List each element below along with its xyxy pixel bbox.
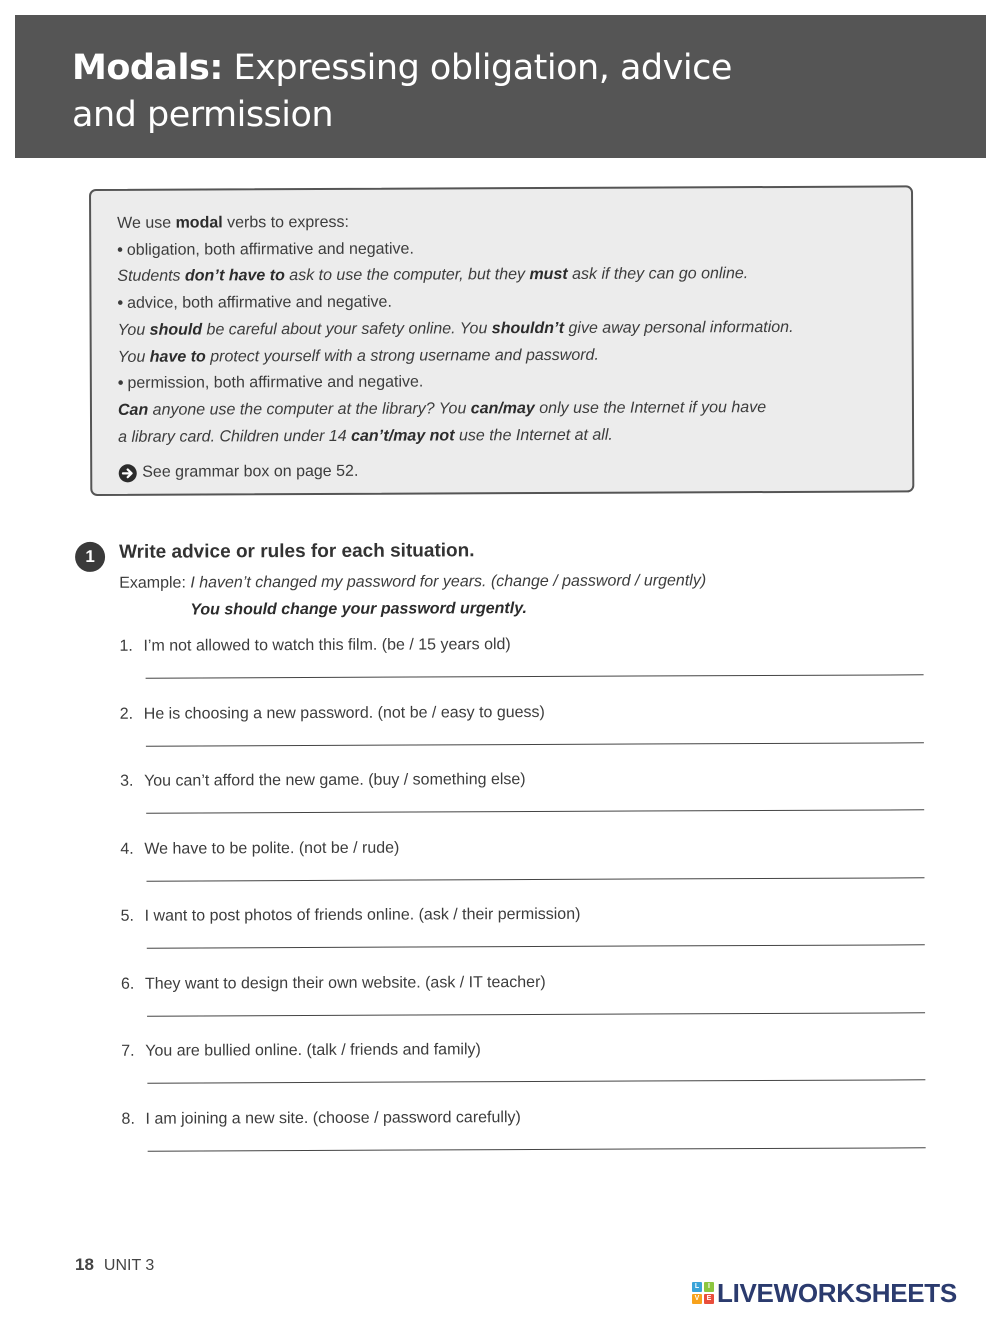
grammar-box (89, 185, 914, 496)
example-text: anyone use the computer at the library? You (148, 400, 471, 419)
item-text: They want to design their own website. (ask / IT teacher) (144, 973, 546, 993)
item-number: 5. (120, 907, 135, 925)
example-text: ask to use the computer, but they (284, 266, 530, 285)
liveworksheets-brand[interactable] (692, 1278, 957, 1308)
example-text: Students (117, 267, 186, 286)
item-text: You are bullied online. (talk / friends and family) (145, 1041, 481, 1060)
see-also-text: See grammar box on page 52. (142, 463, 359, 482)
exercise-item (121, 1037, 931, 1108)
item-prompt (121, 1105, 931, 1129)
bullet-icon: • (117, 294, 124, 312)
title-bold: Modals: (72, 48, 223, 88)
example-answer: You should change your password urgently. (190, 600, 527, 619)
intro-keyword: modal (175, 214, 223, 232)
logo-letter: L (692, 1282, 702, 1292)
example-text: be careful about your safety online. You (202, 320, 492, 339)
item-text: You can’t afford the new game. (buy / something else) (144, 771, 526, 790)
item-text: We have to be polite. (not be / rude) (144, 839, 400, 858)
item-number: 2. (119, 705, 134, 723)
example-modal: must (529, 266, 568, 284)
example-modal: have to (149, 348, 206, 366)
example-label: Example: (119, 574, 191, 592)
example-text: You (117, 321, 150, 339)
answer-line[interactable] (147, 944, 925, 948)
example-prompt: I haven’t changed my password for years. (change / password / urgently) (190, 572, 707, 592)
example-text: protect yourself with a strong username and password. (205, 346, 599, 366)
answer-line[interactable] (147, 1012, 925, 1016)
answer-line[interactable] (146, 742, 924, 746)
brand-name: LIVEWORKSHEETS (717, 1277, 957, 1308)
exercise-item (120, 835, 930, 906)
page-footer (75, 1255, 154, 1275)
item-text: I want to post photos of friends online. (ask / their permission) (144, 905, 581, 925)
example-obligation (117, 261, 885, 291)
example-text: only use the Internet if you have (534, 398, 767, 417)
answer-line[interactable] (147, 1079, 925, 1083)
exercise-item (119, 632, 929, 703)
exercise-item (120, 700, 930, 771)
liveworksheets-logo-icon (692, 1282, 714, 1304)
item-prompt (120, 700, 930, 724)
see-also (118, 457, 886, 487)
example-permission-cont (118, 421, 886, 451)
exercise-item (121, 1105, 931, 1176)
logo-letter: E (704, 1294, 714, 1304)
item-prompt (121, 970, 931, 994)
exercise-1 (75, 536, 935, 1128)
item-prompt (119, 632, 929, 656)
example-have-to (118, 341, 886, 371)
item-prompt (120, 835, 930, 859)
item-number: 7. (121, 1042, 135, 1060)
exercise-example (119, 572, 706, 593)
item-text: I am joining a new site. (choose / password carefully) (145, 1108, 521, 1128)
bullet-obligation (117, 234, 885, 264)
bullet-permission (118, 368, 886, 398)
exercise-heading: Write advice or rules for each situation. (119, 540, 475, 563)
arrow-right-circle-icon (118, 464, 137, 483)
example-advice (118, 314, 886, 344)
example-modal: should (149, 321, 203, 339)
example-modal: Can (117, 401, 149, 419)
grammar-intro (117, 208, 885, 238)
answer-line[interactable] (146, 674, 924, 678)
bullet-icon: • (117, 241, 123, 259)
logo-letter: I (704, 1282, 714, 1292)
intro-text-end: verbs to express: (222, 213, 349, 232)
logo-letter: V (692, 1294, 702, 1304)
item-text: He is choosing a new password. (not be / easy to guess) (143, 703, 545, 723)
example-modal: shouldn’t (491, 319, 565, 338)
example-text: use the Internet at all. (454, 426, 613, 445)
item-number: 8. (121, 1110, 135, 1128)
page-title (72, 45, 732, 139)
bullet-text: permission, both affirmative and negative. (127, 373, 424, 393)
example-text: give away personal information. (564, 318, 794, 337)
bullet-text: obligation, both affirmative and negative. (126, 240, 414, 259)
item-number: 4. (120, 840, 134, 858)
item-prompt (120, 767, 930, 791)
item-prompt (121, 902, 931, 926)
exercise-item (121, 970, 931, 1041)
answer-line[interactable] (146, 809, 924, 813)
unit-label: UNIT 3 (103, 1257, 155, 1274)
bullet-text: advice, both affirmative and negative. (127, 293, 392, 312)
answer-line[interactable] (148, 1147, 926, 1151)
item-prompt (121, 1037, 931, 1061)
exercise-item (121, 902, 931, 973)
page-number: 18 (75, 1255, 94, 1274)
answer-line[interactable] (146, 877, 924, 881)
intro-text: We use (117, 214, 176, 232)
bullet-icon: • (117, 375, 124, 393)
item-number: 1. (119, 637, 133, 655)
title-rest-line1: Expressing obligation, advice (233, 48, 732, 88)
example-text: You (117, 348, 150, 366)
example-text: ask if they can go online. (567, 265, 749, 284)
exercise-item (120, 767, 930, 838)
example-modal: can’t/may not (351, 427, 455, 445)
exercise-items (119, 632, 931, 1176)
exercise-number-badge: 1 (75, 542, 105, 572)
example-modal: don’t have to (184, 267, 285, 285)
example-modal: can/may (470, 399, 535, 418)
title-rest-line2: and permission (72, 95, 334, 135)
bullet-advice (117, 288, 885, 318)
example-permission (118, 394, 886, 424)
item-number: 6. (120, 975, 135, 993)
item-number: 3. (120, 772, 134, 790)
item-text: I’m not allowed to watch this film. (be / 15 years old) (143, 636, 511, 655)
example-text: a library card. Children under 14 (118, 427, 352, 446)
